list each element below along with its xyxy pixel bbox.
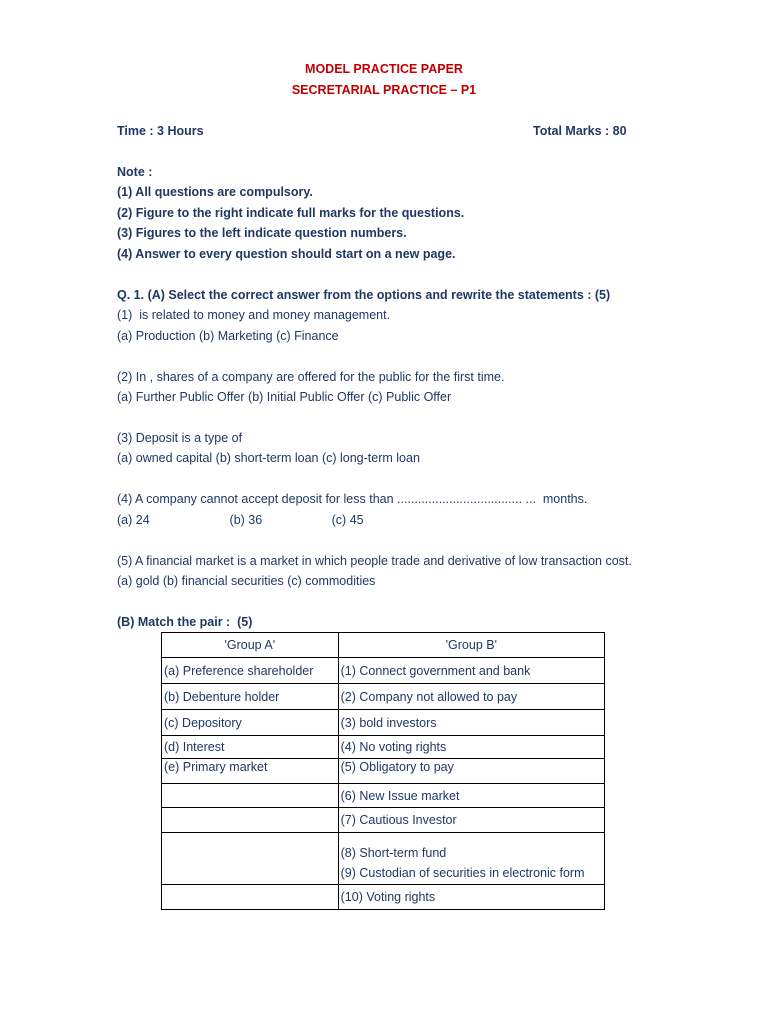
table-row	[162, 808, 605, 833]
note-item: (2) Figure to the right indicate full marks for the questions.	[117, 206, 465, 220]
table-row	[162, 885, 605, 910]
note-heading: Note :	[117, 165, 153, 179]
question-options: (a) owned capital (b) short-term loan (c) long-term loan	[117, 451, 420, 465]
paper-title: MODEL PRACTICE PAPER	[305, 62, 463, 76]
question-stem: (4) A company cannot accept deposit for less than .................................... ... months.	[117, 492, 588, 506]
group-b-cell: (7) Cautious Investor	[338, 808, 604, 833]
group-a-cell: (b) Debenture holder	[162, 684, 339, 710]
group-a-cell: (e) Primary market	[162, 759, 339, 784]
table-row	[162, 784, 605, 808]
group-a-cell-empty	[162, 885, 339, 910]
question-options: (a) Further Public Offer (b) Initial Public Offer (c) Public Offer	[117, 390, 452, 404]
table-row	[162, 759, 605, 784]
group-b-cell: (5) Obligatory to pay	[338, 759, 604, 784]
table-row	[162, 684, 605, 710]
table-row	[162, 736, 605, 759]
group-a-cell: (c) Depository	[162, 710, 339, 736]
note-item: (3) Figures to the left indicate question numbers.	[117, 226, 407, 240]
note-item: (1) All questions are compulsory.	[117, 185, 313, 199]
group-a-cell: (d) Interest	[162, 736, 339, 759]
group-b-item: (8) Short-term fund	[340, 845, 447, 860]
question-stem: (2) In , shares of a company are offered for the public for the first time.	[117, 370, 505, 384]
group-b-cell	[338, 833, 604, 885]
group-a-cell-empty	[162, 833, 339, 885]
group-a-cell-empty	[162, 808, 339, 833]
q1a-heading: Q. 1. (A) Select the correct answer from the options and rewrite the statements : (5)	[117, 288, 611, 302]
question-options: (a) gold (b) financial securities (c) commodities	[117, 574, 376, 588]
time-label: Time : 3 Hours	[117, 124, 204, 138]
table-header-row	[162, 633, 605, 658]
group-b-header: 'Group B'	[338, 633, 604, 658]
group-a-cell-empty	[162, 784, 339, 808]
total-marks-label: Total Marks : 80	[533, 124, 627, 138]
question-options: (a) Production (b) Marketing (c) Finance	[117, 329, 339, 343]
match-the-pair-table	[161, 632, 605, 910]
group-b-cell: (3) bold investors	[338, 710, 604, 736]
table-row	[162, 658, 605, 684]
group-b-cell: (2) Company not allowed to pay	[338, 684, 604, 710]
table-row	[162, 833, 605, 885]
question-options: (a) 24 (b) 36 (c) 45	[117, 513, 364, 527]
q1b-heading: (B) Match the pair : (5)	[117, 615, 253, 629]
group-b-cell: (4) No voting rights	[338, 736, 604, 759]
group-b-cell: (1) Connect government and bank	[338, 658, 604, 684]
group-b-cell: (10) Voting rights	[338, 885, 604, 910]
group-a-header: 'Group A'	[162, 633, 339, 658]
table-row	[162, 710, 605, 736]
question-stem: (5) A financial market is a market in which people trade and derivative of low transaction cost.	[117, 554, 632, 568]
group-b-cell: (6) New Issue market	[338, 784, 604, 808]
note-item: (4) Answer to every question should start on a new page.	[117, 247, 456, 261]
question-stem: (3) Deposit is a type of	[117, 431, 243, 445]
group-b-item: (9) Custodian of securities in electronic form	[340, 865, 585, 880]
group-a-cell: (a) Preference shareholder	[162, 658, 339, 684]
question-stem: (1) is related to money and money management.	[117, 308, 391, 322]
paper-subtitle: SECRETARIAL PRACTICE – P1	[291, 83, 477, 97]
